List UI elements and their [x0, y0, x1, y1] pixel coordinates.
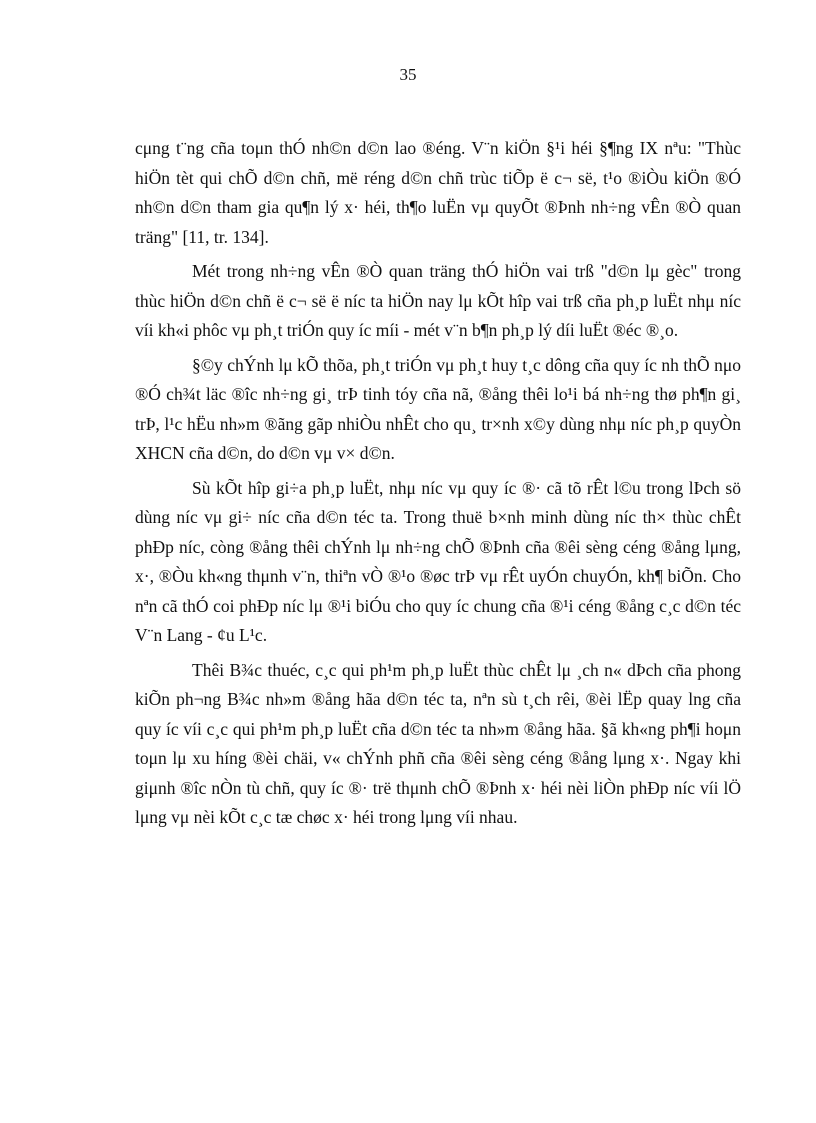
body-text — [135, 134, 741, 838]
paragraph: Mét trong nh÷ng vÊn ®Ò quan träng thÓ hiÖn vai trß "d©n lμ gèc" trong thùc hiÖn d©n chñ ë c¬ së ë níc ta hiÖn nay lμ kÕt hîp vai trß cña ph¸p luËt nhμ níc víi kh«i phôc vμ ph¸t triÓn quy íc míi - mét v¨n b¶n ph¸p lý díi luËt ®éc ®¸o. — [135, 261, 741, 340]
paragraph: §©y chÝnh lμ kÕ thõa, ph¸t triÓn vμ ph¸t huy t¸c dông cña quy íc nh thÕ nμo ®Ó ch¾t läc ®îc nh÷ng gi¸ trÞ tinh tóy cña nã, ®ång thêi lo¹i bá nh÷ng thø ph¶n gi¸ trÞ, l¹c hËu nh»m ®ãng gãp nhiÒu nhÊt cho qu¸ tr×nh x©y dùng nhμ níc ph¸p quyÒn XHCN cña d©n, do d©n vμ v× d©n. — [135, 354, 741, 463]
paragraph: Sù kÕt hîp gi÷a ph¸p luËt, nhμ níc vμ quy íc ®· cã tõ rÊt l©u trong lÞch sö dùng níc vμ gi÷ níc cña d©n téc ta. Trong thuë b×nh minh dùng níc th× thùc chÊt phÐp níc, còng ®ång thêi chÝnh lμ nh÷ng chÕ ®Þnh cña ®êi sèng céng ®ång lμng, x·, ®Òu kh«ng thμnh v¨n, thiªn vÒ ®¹o ®øc trÞ vμ rÊt uyÓn chuyÓn, kh¶ biÕn. Cho nªn cã thÓ coi phÐp níc lμ ®¹i biÓu cho quy íc chung cña ®¹i céng ®ång c¸c d©n téc V¨n Lang - ¢u L¹c. — [135, 477, 741, 645]
paragraph: Thêi B¾c thuéc, c¸c qui ph¹m ph¸p luËt thùc chÊt lμ ¸ch n« dÞch cña phong kiÕn ph¬ng B¾c nh»m ®ång hãa d©n téc ta, nªn sù t¸ch rêi, ®èi lËp quay lng cña quy íc víi c¸c qui ph¹m ph¸p luËt cña d©n téc ta nh»m ®ång hãa. §ã kh«ng ph¶i hoμn toμn lμ xu híng ®èi chäi, v« chÝnh phñ cña ®êi sèng céng ®ång lμng x·. Ngay khi giμnh ®îc nÒn tù chñ, quy íc ®· trë thμnh chÕ ®Þnh x· héi nèi liÒn phÐp níc víi lÖ lμng vμ nèi kÕt c¸c tæ chøc x· héi trong lμng víi nhau. — [135, 659, 741, 827]
paragraph: cμng t¨ng cña toμn thÓ nh©n d©n lao ®éng. V¨n kiÖn §¹i héi §¶ng IX nªu: "Thùc hiÖn tèt qui chÕ d©n chñ, më réng d©n chñ trùc tiÕp ë c¬ së, t¹o ®iÒu kiÖn ®Ó nh©n d©n tham gia qu¶n lý x· héi, th¶o luËn vμ quyÕt ®Þnh nh÷ng vÊn ®Ò quan träng" [11, tr. 134]. — [135, 138, 741, 247]
page-number: 35 — [399, 65, 417, 84]
